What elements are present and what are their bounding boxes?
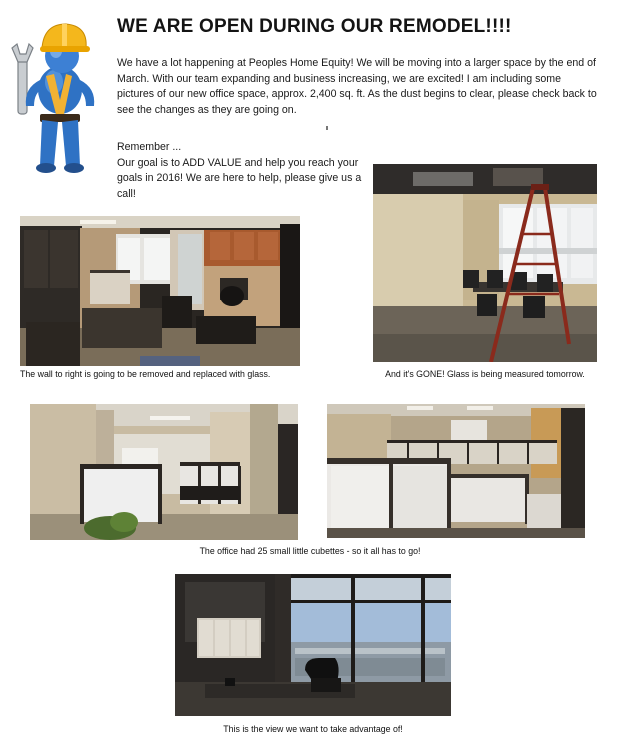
row-2-caption: The office had 25 small little cubettes - so it all has to go! bbox=[199, 546, 421, 556]
construction-worker-icon bbox=[10, 18, 102, 178]
remember-message: Our goal is to ADD VALUE and help you reach your goals in 2016! We are here to help, please give us a call! bbox=[117, 156, 362, 200]
remember-block bbox=[117, 140, 367, 202]
office-photo-3 bbox=[30, 404, 298, 540]
office-photo-5 bbox=[175, 574, 451, 716]
stray-mark bbox=[326, 126, 328, 130]
photo-5-caption: This is the view we want to take advantage of! bbox=[223, 724, 403, 734]
intro-paragraph: We have a lot happening at Peoples Home Equity! We will be moving into a larger space by the end of March. With our team expanding and business increasing, we are excited! I am including some pictures of our new office space, approx. 2,400 sq. ft. As the dust begins to clear, please check back to see the changes as they are going on. bbox=[117, 57, 597, 116]
page-title: WE ARE OPEN DURING OUR REMODEL!!!! bbox=[117, 16, 512, 37]
office-photo-1 bbox=[20, 216, 300, 366]
office-photo-2 bbox=[373, 164, 597, 362]
photo-2-caption: And it's GONE! Glass is being measured tomorrow. bbox=[385, 369, 585, 379]
photo-1-caption: The wall to right is going to be removed and replaced with glass. bbox=[20, 369, 271, 379]
remember-heading: Remember ... bbox=[117, 141, 182, 153]
office-photo-4 bbox=[327, 404, 585, 538]
